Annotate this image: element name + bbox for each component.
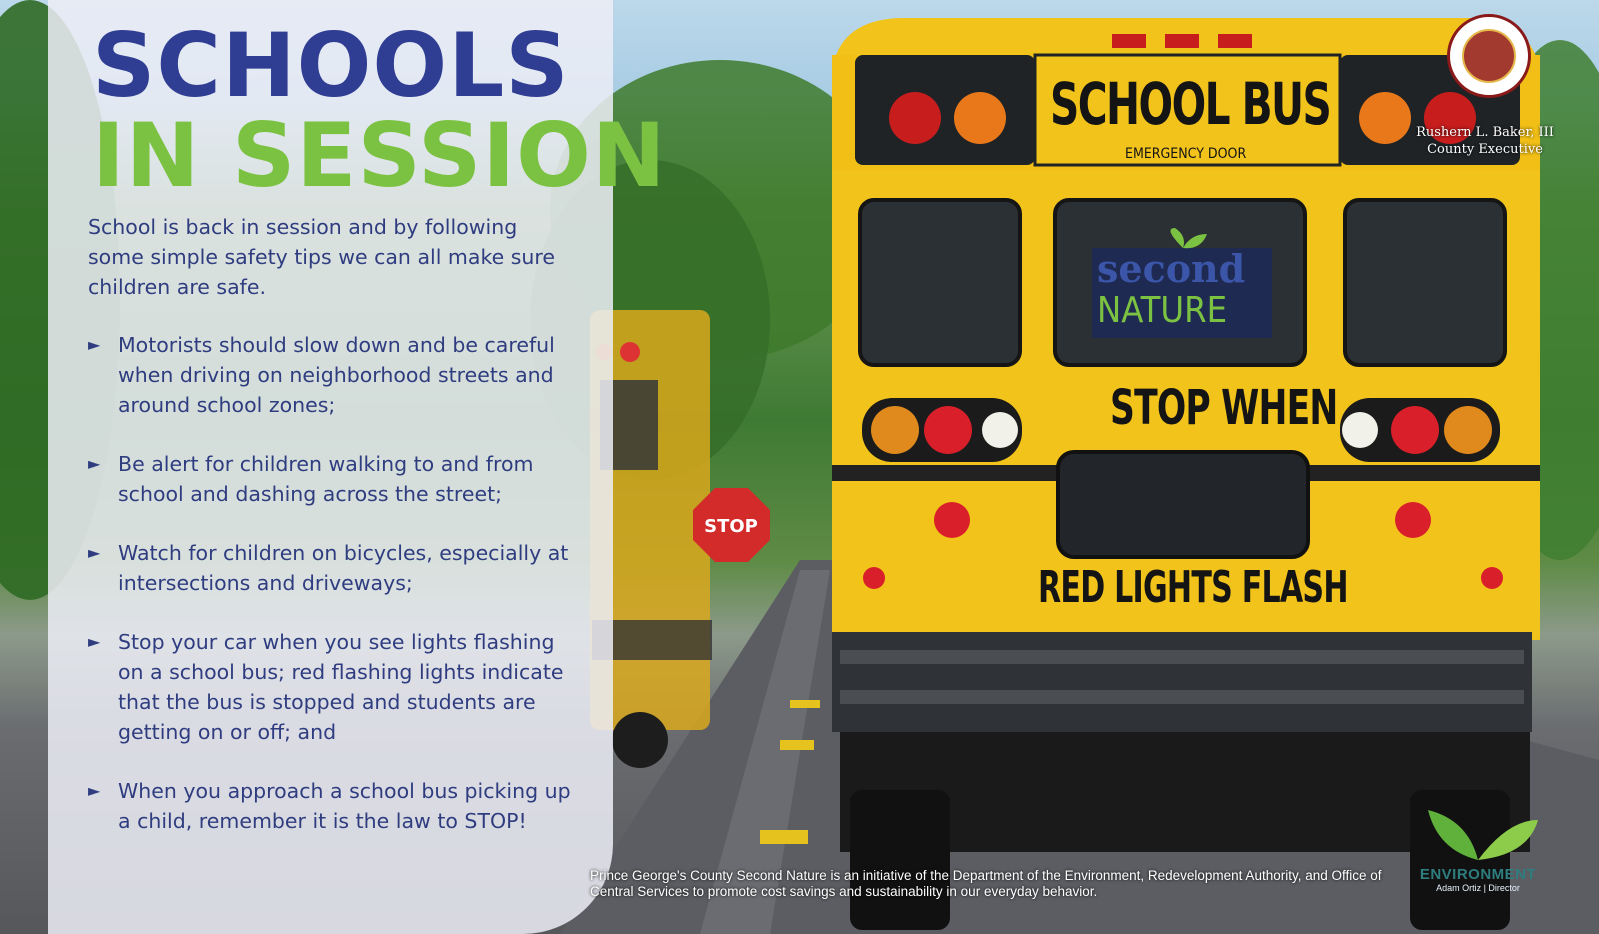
safety-tip bbox=[88, 538, 583, 598]
bullet-arrow-icon: ► bbox=[88, 543, 101, 562]
county-executive-credit bbox=[1405, 124, 1565, 158]
bus-emergency-door-label: EMERGENCY DOOR bbox=[1125, 146, 1247, 162]
safety-tip-text: When you approach a school bus picking up a child, remember it is the law to STOP! bbox=[118, 779, 571, 833]
safety-tips-list bbox=[88, 330, 583, 865]
far-stop-sign-text: STOP bbox=[704, 516, 758, 537]
bus-red-lights-sign: RED LIGHTS FLASH bbox=[1038, 562, 1348, 613]
bullet-arrow-icon: ► bbox=[88, 781, 101, 800]
safety-tip bbox=[88, 449, 583, 509]
bus-stop-when-sign: STOP WHEN bbox=[1110, 380, 1338, 436]
environment-director: Adam Ortiz | Director bbox=[1436, 883, 1520, 893]
bullet-arrow-icon: ► bbox=[88, 632, 101, 651]
bullet-arrow-icon: ► bbox=[88, 454, 101, 473]
safety-tip bbox=[88, 627, 583, 747]
safety-tip bbox=[88, 330, 583, 420]
second-nature-logo-bottom: NATURE bbox=[1097, 290, 1228, 331]
intro-paragraph: School is back in session and by following some simple safety tips we can all make sure children are safe. bbox=[88, 215, 555, 299]
second-nature-logo-top: second bbox=[1097, 246, 1246, 291]
safety-tip-text: Be alert for children walking to and from school and dashing across the street; bbox=[118, 452, 534, 506]
bullet-arrow-icon: ► bbox=[88, 335, 101, 354]
headline-line-1: SCHOOLS bbox=[92, 14, 570, 117]
county-seal-logo bbox=[1447, 14, 1531, 98]
leaf-icon bbox=[1418, 810, 1538, 860]
executive-name: Rushern L. Baker, III bbox=[1416, 125, 1554, 140]
safety-tip-text: Motorists should slow down and be careful when driving on neighborhood streets and around school zones; bbox=[118, 333, 555, 417]
safety-tip bbox=[88, 776, 583, 836]
headline-line-2: IN SESSION bbox=[92, 104, 667, 207]
footer-disclaimer: Prince George's County Second Nature is an initiative of the Department of the Environment, Redevelopment Authority, and Office of Central Services to promote cost savings and sustainability in our everyday behavior. bbox=[590, 868, 1382, 899]
safety-tip-text: Stop your car when you see lights flashing on a school bus; red flashing lights indicate that the bus is stopped and students are getting on or off; and bbox=[118, 630, 564, 744]
department-environment-logo bbox=[1408, 810, 1548, 893]
safety-tip-text: Watch for children on bicycles, especially at intersections and driveways; bbox=[118, 541, 569, 595]
bus-top-sign: SCHOOL BUS bbox=[1050, 70, 1331, 138]
environment-wordmark: ENVIRONMENT bbox=[1419, 866, 1537, 883]
executive-title: County Executive bbox=[1427, 142, 1543, 157]
seal-shield-icon bbox=[1462, 29, 1516, 83]
